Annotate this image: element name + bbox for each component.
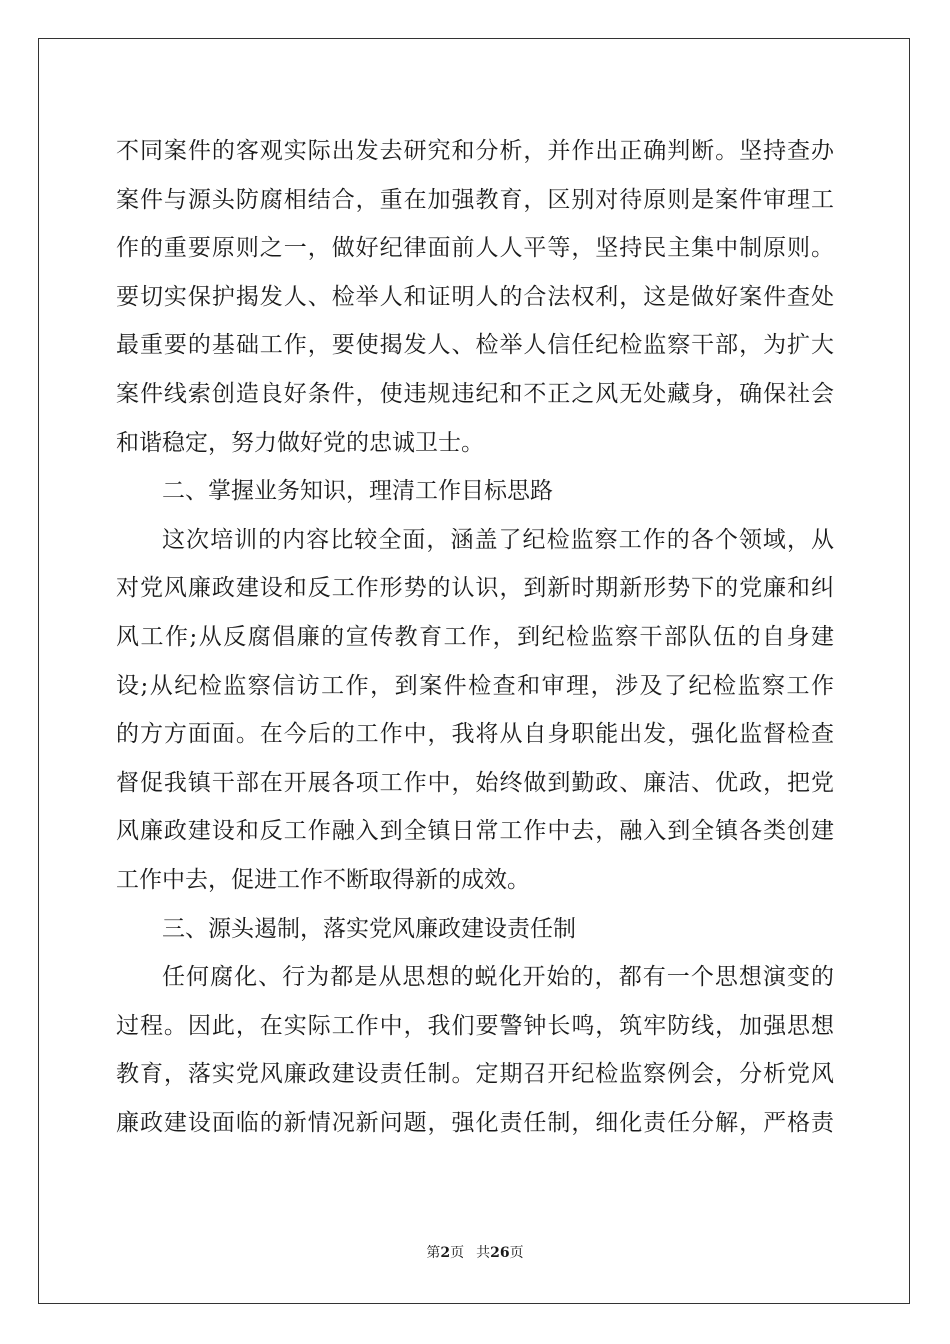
- text-line: 最重要的基础工作，要使揭发人、检举人信任纪检监察干部，为扩大: [116, 332, 834, 359]
- text-line: 作的重要原则之一，做好纪律面前人人平等，坚持民主集中制原则。: [116, 235, 834, 262]
- text-line: 案件与源头防腐相结合，重在加强教育，区别对待原则是案件审理工: [116, 186, 834, 213]
- text-line: 任何腐化、行为都是从思想的蜕化开始的，都有一个思想演变的: [162, 964, 834, 991]
- text-line: 设;从纪检监察信访工作，到案件检查和审理，涉及了纪检监察工作: [116, 672, 834, 699]
- text-line: 案件线索创造良好条件，使违规违纪和不正之风无处藏身，确保社会: [116, 380, 834, 407]
- total-pages: 26: [490, 1245, 510, 1261]
- footer-total-prefix: 共: [476, 1245, 491, 1261]
- text-line: 过程。因此，在实际工作中，我们要警钟长鸣，筑牢防线，加强思想: [116, 1012, 834, 1039]
- text-line: 廉政建设面临的新情况新问题，强化责任制，细化责任分解，严格责: [116, 1109, 834, 1136]
- text-line: 教育，落实党风廉政建设责任制。定期召开纪检监察例会，分析党风: [116, 1061, 834, 1088]
- footer-page-suffix: 页: [450, 1245, 465, 1261]
- text-line: 工作中去，促进工作不断取得新的成效。: [116, 866, 530, 893]
- text-line: 对党风廉政建设和反工作形势的认识，到新时期新形势下的党廉和纠: [116, 575, 834, 602]
- text-line: 不同案件的客观实际出发去研究和分析，并作出正确判断。坚持查办: [116, 138, 834, 164]
- footer-total-suffix: 页: [509, 1245, 524, 1261]
- section-heading: 二、掌握业务知识，理清工作目标思路: [162, 478, 553, 505]
- text-line: 的方方面面。在今后的工作中，我将从自身职能出发，强化监督检查: [116, 721, 834, 748]
- page-number: 2: [440, 1245, 451, 1261]
- text-line: 和谐稳定，努力做好党的忠诚卫士。: [116, 429, 484, 456]
- section-heading: 三、源头遏制，落实党风廉政建设责任制: [162, 915, 576, 942]
- text-line: 风工作;从反腐倡廉的宣传教育工作，到纪检监察干部队伍的自身建: [116, 623, 834, 650]
- text-line: 要切实保护揭发人、检举人和证明人的合法权利，这是做好案件查处: [116, 283, 834, 310]
- footer-prefix: 第: [426, 1245, 441, 1261]
- text-line: 督促我镇干部在开展各项工作中，始终做到勤政、廉洁、优政，把党: [116, 769, 834, 796]
- text-line: 这次培训的内容比较全面，涵盖了纪检监察工作的各个领域，从: [162, 526, 834, 553]
- page-footer: [0, 1243, 950, 1263]
- document-body: [116, 127, 834, 1147]
- text-line: 风廉政建设和反工作融入到全镇日常工作中去，融入到全镇各类创建: [116, 818, 834, 845]
